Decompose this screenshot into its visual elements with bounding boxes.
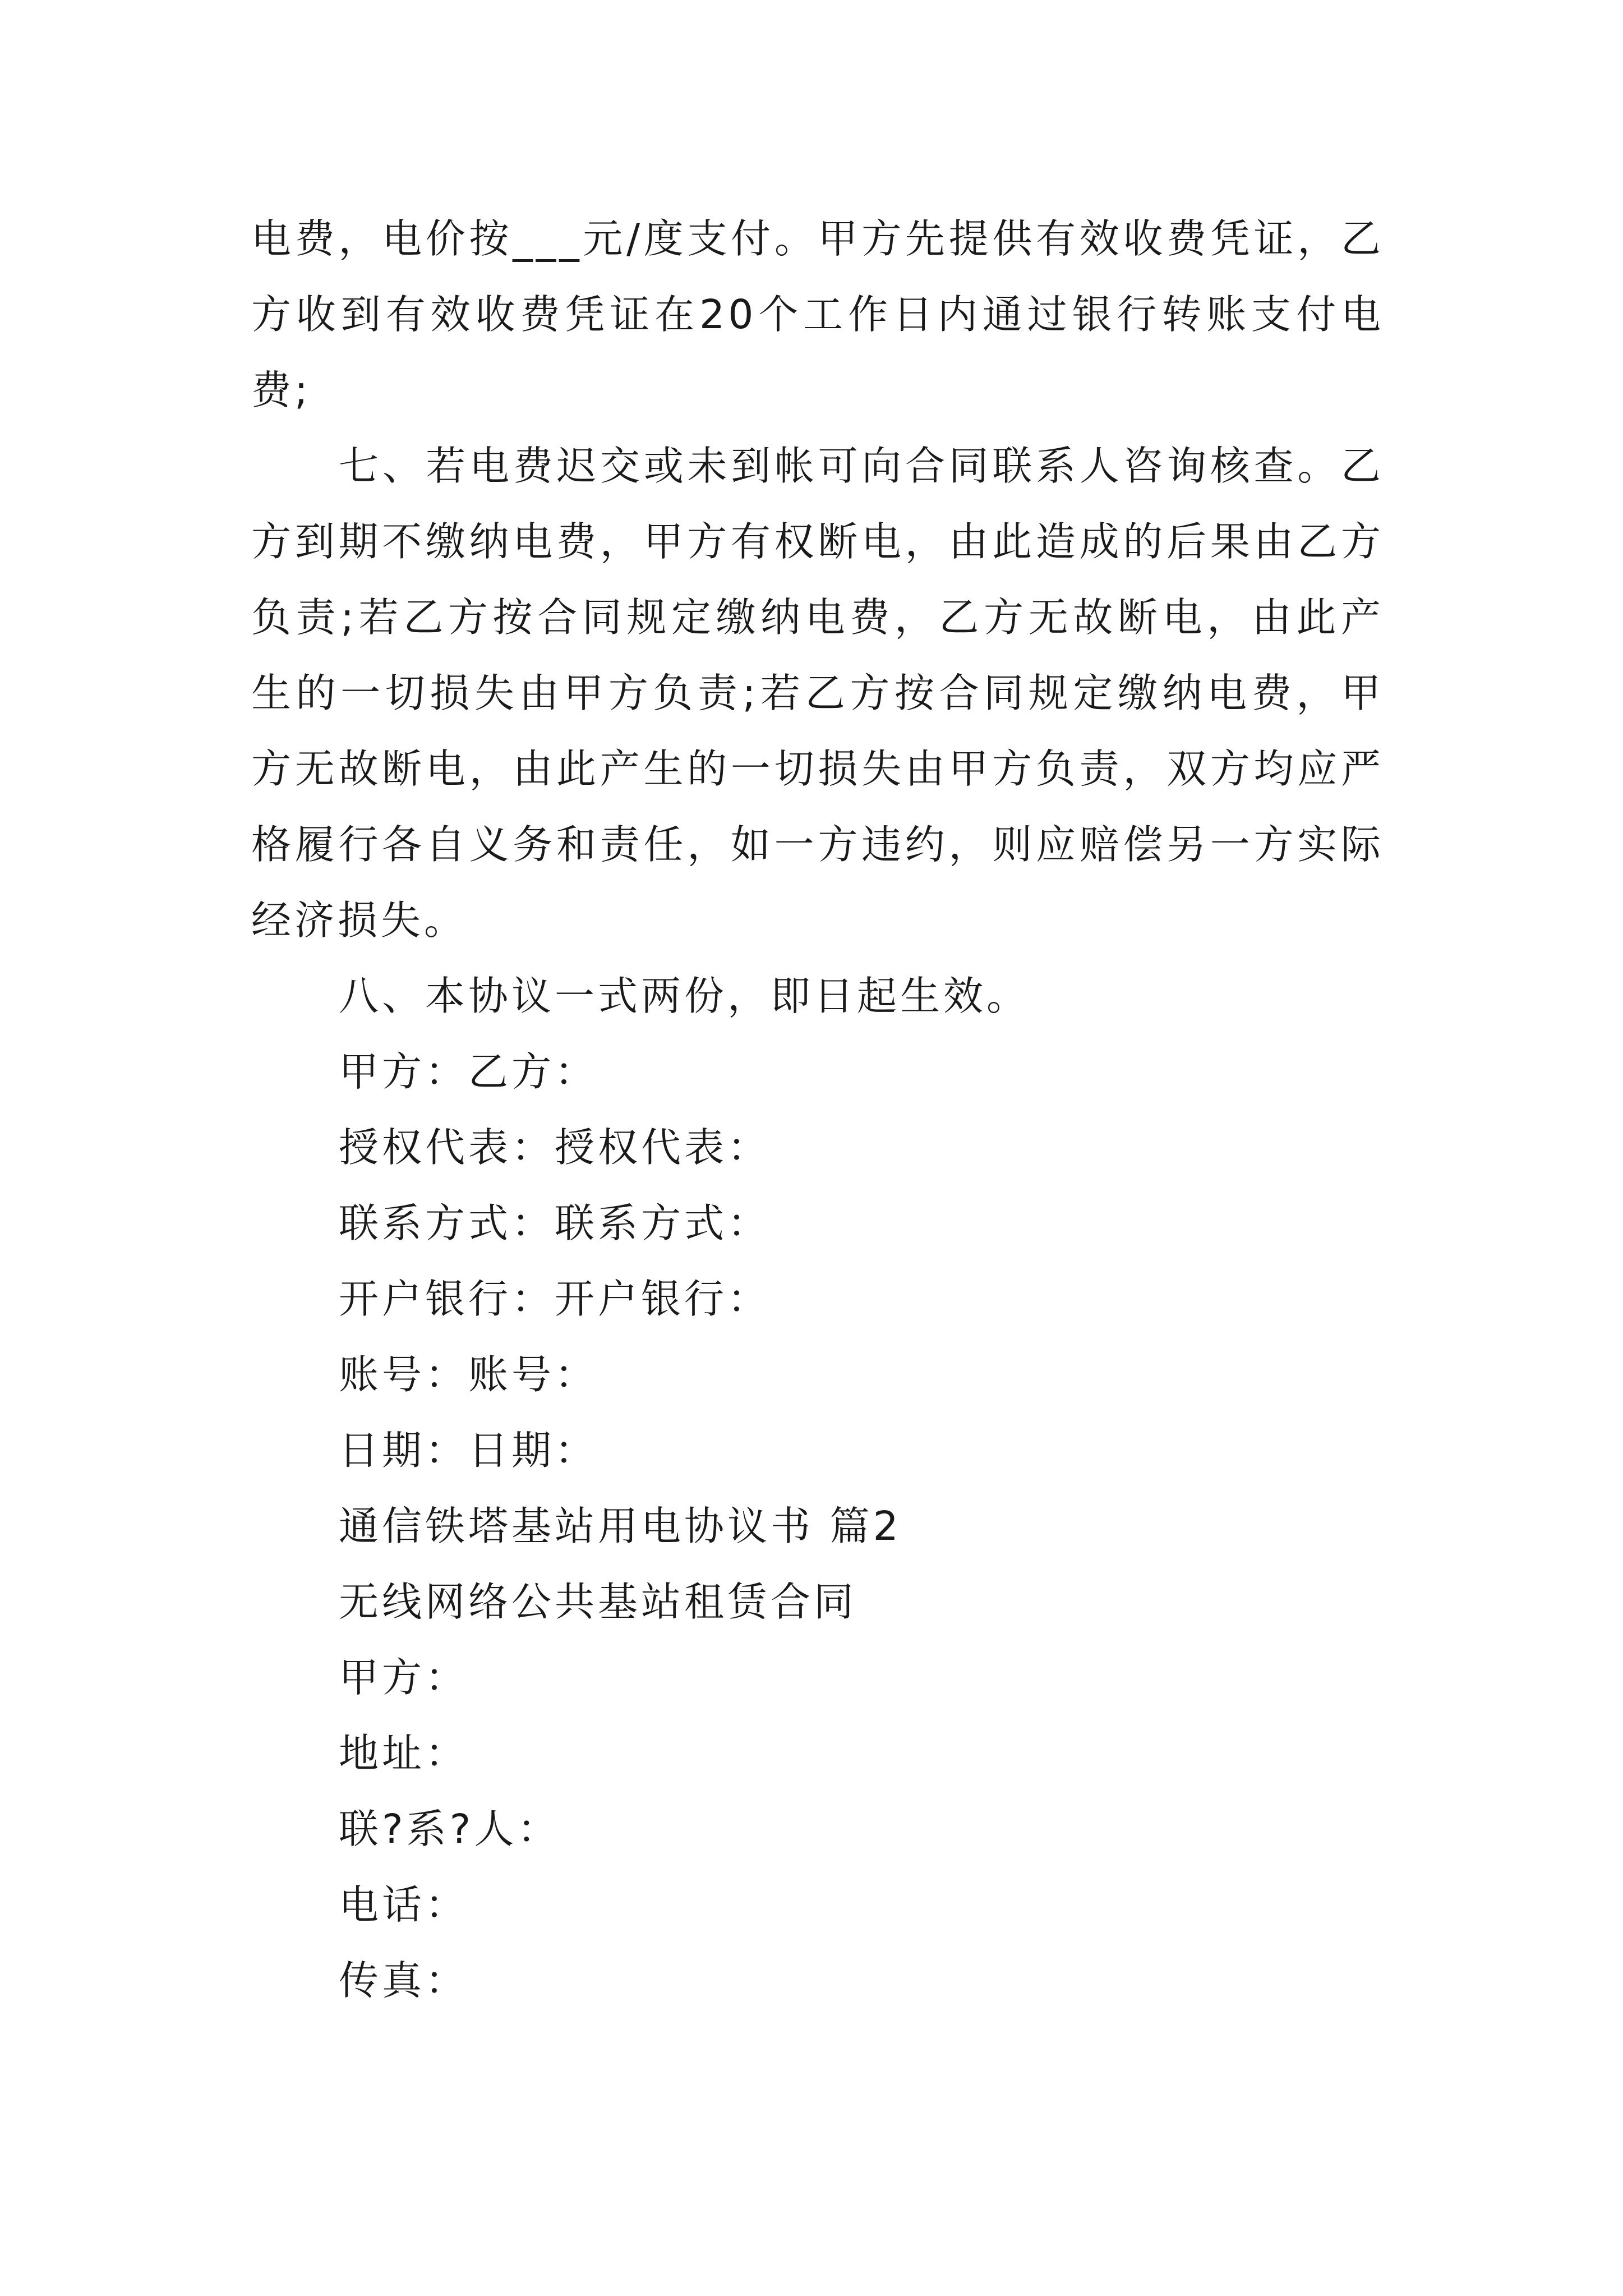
account-line: 账号：账号： xyxy=(339,1351,598,1398)
section-title-line: 通信铁塔基站用电协议书 篇2 xyxy=(339,1503,902,1549)
contract-title-line: 无线网络公共基站租赁合同 xyxy=(339,1579,857,1625)
party-a-line: 甲方： xyxy=(339,1654,469,1701)
clause-8-line: 八、本协议一式两份，即日起生效。 xyxy=(339,973,1030,1019)
paragraph-fee-payment: 电费，电价按___元/度支付。甲方先提供有效收费凭证，乙方收到有效收费凭证在20个工作日内通过银行转账支付电费; xyxy=(251,215,1384,413)
contact-person-line: 联?系?人： xyxy=(339,1806,561,1852)
document-body xyxy=(251,201,1384,2018)
phone-line: 电话： xyxy=(339,1881,469,1928)
bank-line: 开户银行：开户银行： xyxy=(339,1276,771,1322)
representative-line: 授权代表：授权代表： xyxy=(339,1124,771,1171)
address-line: 地址： xyxy=(339,1730,469,1777)
contact-line: 联系方式：联系方式： xyxy=(339,1200,771,1246)
date-line: 日期：日期： xyxy=(339,1427,598,1474)
party-line: 甲方：乙方： xyxy=(339,1048,598,1095)
fax-line: 传真： xyxy=(339,1957,469,2004)
paragraph-clause-7: 七、若电费迟交或未到帐可向合同联系人咨询核查。乙方到期不缴纳电费，甲方有权断电，由此造成的后果由乙方负责;若乙方按合同规定缴纳电费，乙方无故断电，由此产生的一切损失由甲方负责;若乙方按合同规定缴纳电费，甲方无故断电，由此产生的一切损失由甲方负责，双方均应严格履行各自义务和责任，如一方违约，则应赔偿另一方实际经济损失。 xyxy=(251,443,1384,944)
